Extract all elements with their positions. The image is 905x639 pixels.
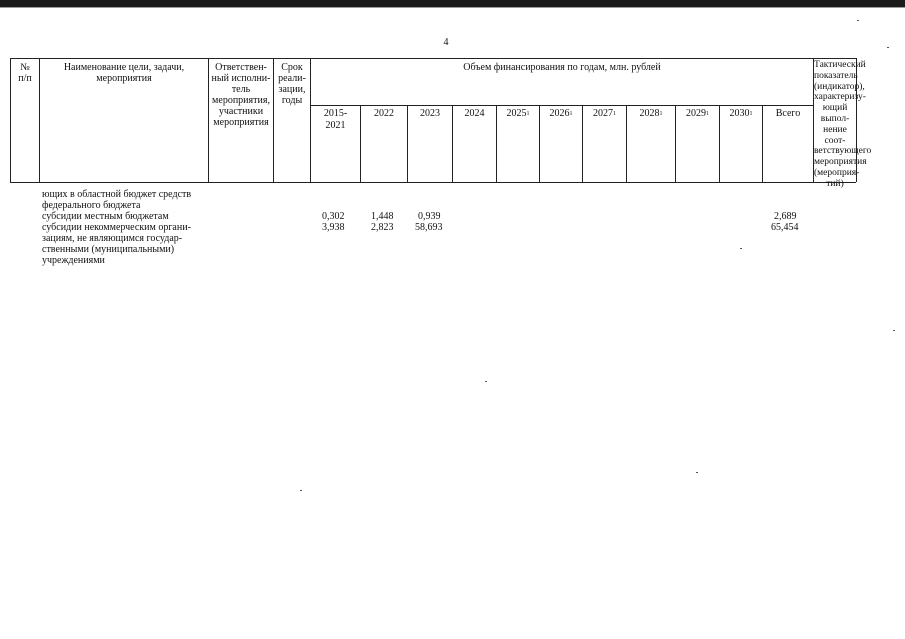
scan-speck — [485, 381, 487, 382]
header-indicator: Тактический показатель (индикатор), характеризу- ющий выпол- нение соот- ветствующего мероприятия (мероприя- тий) — [814, 60, 872, 189]
header-funding: Объем финансирования по годам, млн. рублей — [463, 62, 661, 73]
year-header: 2030$^1$ — [729, 108, 753, 119]
year-header: 2025$^1$ — [506, 108, 530, 119]
header-num: № п/п — [18, 62, 32, 84]
cell-value: 0,939 — [418, 211, 441, 222]
year-header: 2024 — [464, 108, 485, 119]
year-header: 2029$^1$ — [686, 108, 709, 119]
year-header: 2027$^1$ — [593, 108, 616, 119]
scan-border — [0, 0, 905, 7]
row-text: ющих в областной бюджет средств федерального бюджета — [42, 189, 192, 211]
cell-value: 0,302 — [322, 211, 345, 222]
year-header: 2023 — [420, 108, 440, 119]
scan-speck — [857, 20, 859, 21]
scan-speck — [893, 330, 895, 331]
header-term: Срок реали- зации, годы — [278, 62, 306, 106]
page-number: 4 — [443, 37, 449, 48]
header-name: Наименование цели, задачи, мероприятия — [63, 62, 185, 84]
header-bottom-rule — [10, 182, 856, 183]
year-header: 2015- 2021 — [323, 108, 348, 131]
year-header-total: Всего — [775, 108, 801, 119]
year-header: 2026$^1$ — [549, 108, 573, 119]
row-text: субсидии некоммерческим органи- зациям, не являющимся государ- ственными (муниципальными) учреждениями — [42, 222, 191, 266]
cell-value: 1,448 — [371, 211, 394, 222]
scan-speck — [300, 490, 302, 491]
year-header: 2028$^1$ — [639, 108, 663, 119]
scan-speck — [887, 47, 889, 48]
cell-value: 65,454 — [771, 222, 799, 233]
row-text: субсидии местным бюджетам — [42, 211, 169, 222]
header-years-rule — [310, 105, 813, 106]
cell-value: 2,823 — [371, 222, 394, 233]
cell-value: 3,938 — [322, 222, 345, 233]
header-executor: Ответствен- ный исполни- тель мероприятия, участники мероприятия — [211, 62, 271, 128]
cell-value: 58,693 — [415, 222, 443, 233]
year-header: 2022 — [374, 108, 394, 119]
scan-speck — [740, 248, 742, 249]
scan-border-shadow — [0, 7, 905, 8]
cell-value: 2,689 — [774, 211, 797, 222]
scan-speck — [696, 472, 698, 473]
header-top-rule — [10, 58, 856, 59]
